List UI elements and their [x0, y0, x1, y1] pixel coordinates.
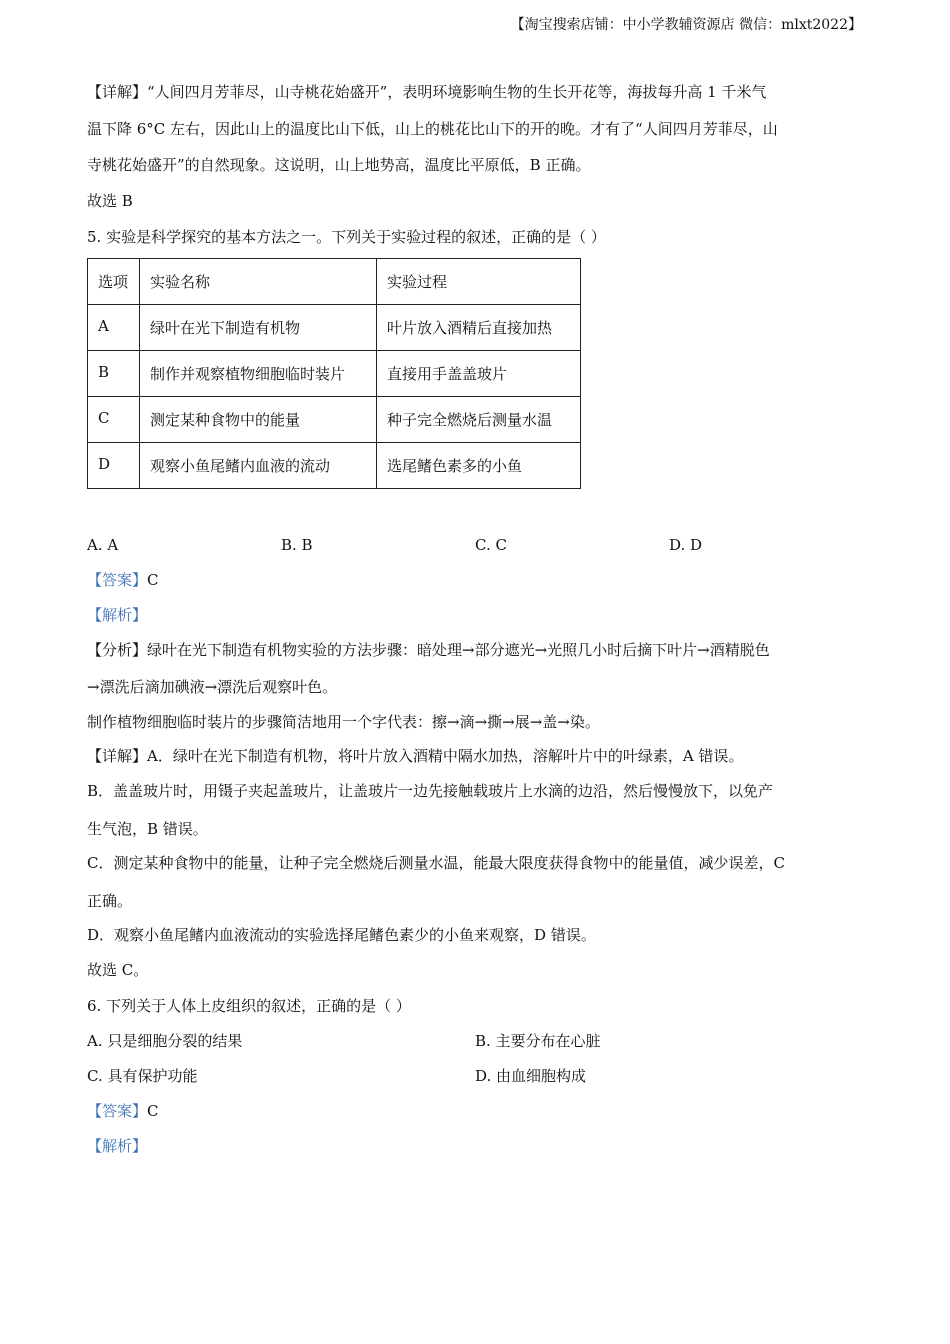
answer-value: C [147, 571, 159, 589]
q4-detail-line-2: 温下降 6°C 左右，因此山上的温度比山下低，山上的桃花比山下的开的晚。才有了“人间四月芳菲尽，山 [87, 120, 778, 138]
table-cell: 选尾鳍色素多的小鱼 [377, 443, 581, 489]
q6-analysis-label: 【解析】 [87, 1137, 148, 1155]
q5-analysis-line-1: 【分析】绿叶在光下制造有机物实验的方法步骤：暗处理→部分遮光→光照几小时后摘下叶片→酒精脱色 [87, 641, 770, 659]
answer-label: 【答案】 [87, 571, 148, 589]
q6-choice-a: A. 只是细胞分裂的结果 [87, 1032, 243, 1050]
q5-analysis-line-5: B．盖盖玻片时，用镊子夹起盖玻片，让盖玻片一边先接触载玻片上水滴的边沿，然后慢慢放下，以免产 [87, 782, 774, 800]
table-cell: 叶片放入酒精后直接加热 [377, 305, 581, 351]
table-row [88, 443, 581, 489]
q4-detail-line-1: 【详解】“人间四月芳菲尽，山寺桃花始盛开”，表明环境影响生物的生长开花等，海拔每升高 1 千米气 [87, 83, 767, 101]
q5-options-table [87, 258, 581, 489]
q5-analysis-label: 【解析】 [87, 606, 148, 624]
q5-answer [87, 570, 159, 590]
table-row [88, 351, 581, 397]
page-header: 【淘宝搜索店铺：中小学教辅资源店 微信：mlxt2022】 [510, 17, 862, 33]
table-header-row [88, 259, 581, 305]
q5-choice-a: A. A [87, 536, 119, 554]
table-cell: C [88, 397, 140, 443]
q6-choice-c: C. 具有保护功能 [87, 1067, 198, 1085]
q5-choice-d: D. D [669, 536, 703, 554]
q5-analysis-line-7: C．测定某种食物中的能量，让种子完全燃烧后测量水温，能最大限度获得食物中的能量值，减少误差，C [87, 854, 785, 872]
table-cell: B [88, 351, 140, 397]
q5-choice-b: B. B [281, 536, 313, 554]
table-header-cell: 实验名称 [140, 259, 377, 305]
table-cell: 绿叶在光下制造有机物 [140, 305, 377, 351]
q5-analysis-line-3: 制作植物细胞临时装片的步骤简洁地用一个字代表：擦→滴→撕→展→盖→染。 [87, 713, 600, 731]
table-header-cell: 选项 [88, 259, 140, 305]
q6-choice-b: B. 主要分布在心脏 [475, 1032, 601, 1050]
table-row [88, 397, 581, 443]
q5-analysis-line-4: 【详解】A．绿叶在光下制造有机物，将叶片放入酒精中隔水加热，溶解叶片中的叶绿素，A 错误。 [87, 747, 744, 765]
table-header-cell: 实验过程 [377, 259, 581, 305]
answer-value: C [147, 1102, 159, 1120]
answer-label: 【答案】 [87, 1102, 148, 1120]
q6-choice-d: D. 由血细胞构成 [475, 1067, 587, 1085]
q5-analysis-line-8: 正确。 [87, 892, 133, 910]
table-row [88, 305, 581, 351]
q5-analysis-line-2: →漂洗后滴加碘液→漂洗后观察叶色。 [87, 678, 338, 696]
q5-choice-c: C. C [475, 536, 507, 554]
table-cell: 种子完全燃烧后测量水温 [377, 397, 581, 443]
q5-stem: 5. 实验是科学探究的基本方法之一。下列关于实验过程的叙述，正确的是（ ） [87, 228, 606, 246]
table-cell: D [88, 443, 140, 489]
q4-conclusion: 故选 B [87, 192, 133, 210]
q5-analysis-line-9: D．观察小鱼尾鳍内血液流动的实验选择尾鳍色素少的小鱼来观察，D 错误。 [87, 926, 596, 944]
table-cell: 观察小鱼尾鳍内血液的流动 [140, 443, 377, 489]
q5-analysis-line-10: 故选 C。 [87, 961, 149, 979]
q5-analysis-line-6: 生气泡，B 错误。 [87, 820, 208, 838]
table-cell: 制作并观察植物细胞临时装片 [140, 351, 377, 397]
q6-answer [87, 1101, 159, 1121]
table-cell: A [88, 305, 140, 351]
table-cell: 直接用手盖盖玻片 [377, 351, 581, 397]
table-cell: 测定某种食物中的能量 [140, 397, 377, 443]
q6-stem: 6. 下列关于人体上皮组织的叙述，正确的是（ ） [87, 997, 411, 1015]
q4-detail-line-3: 寺桃花始盛开”的自然现象。这说明，山上地势高，温度比平原低，B 正确。 [87, 156, 591, 174]
